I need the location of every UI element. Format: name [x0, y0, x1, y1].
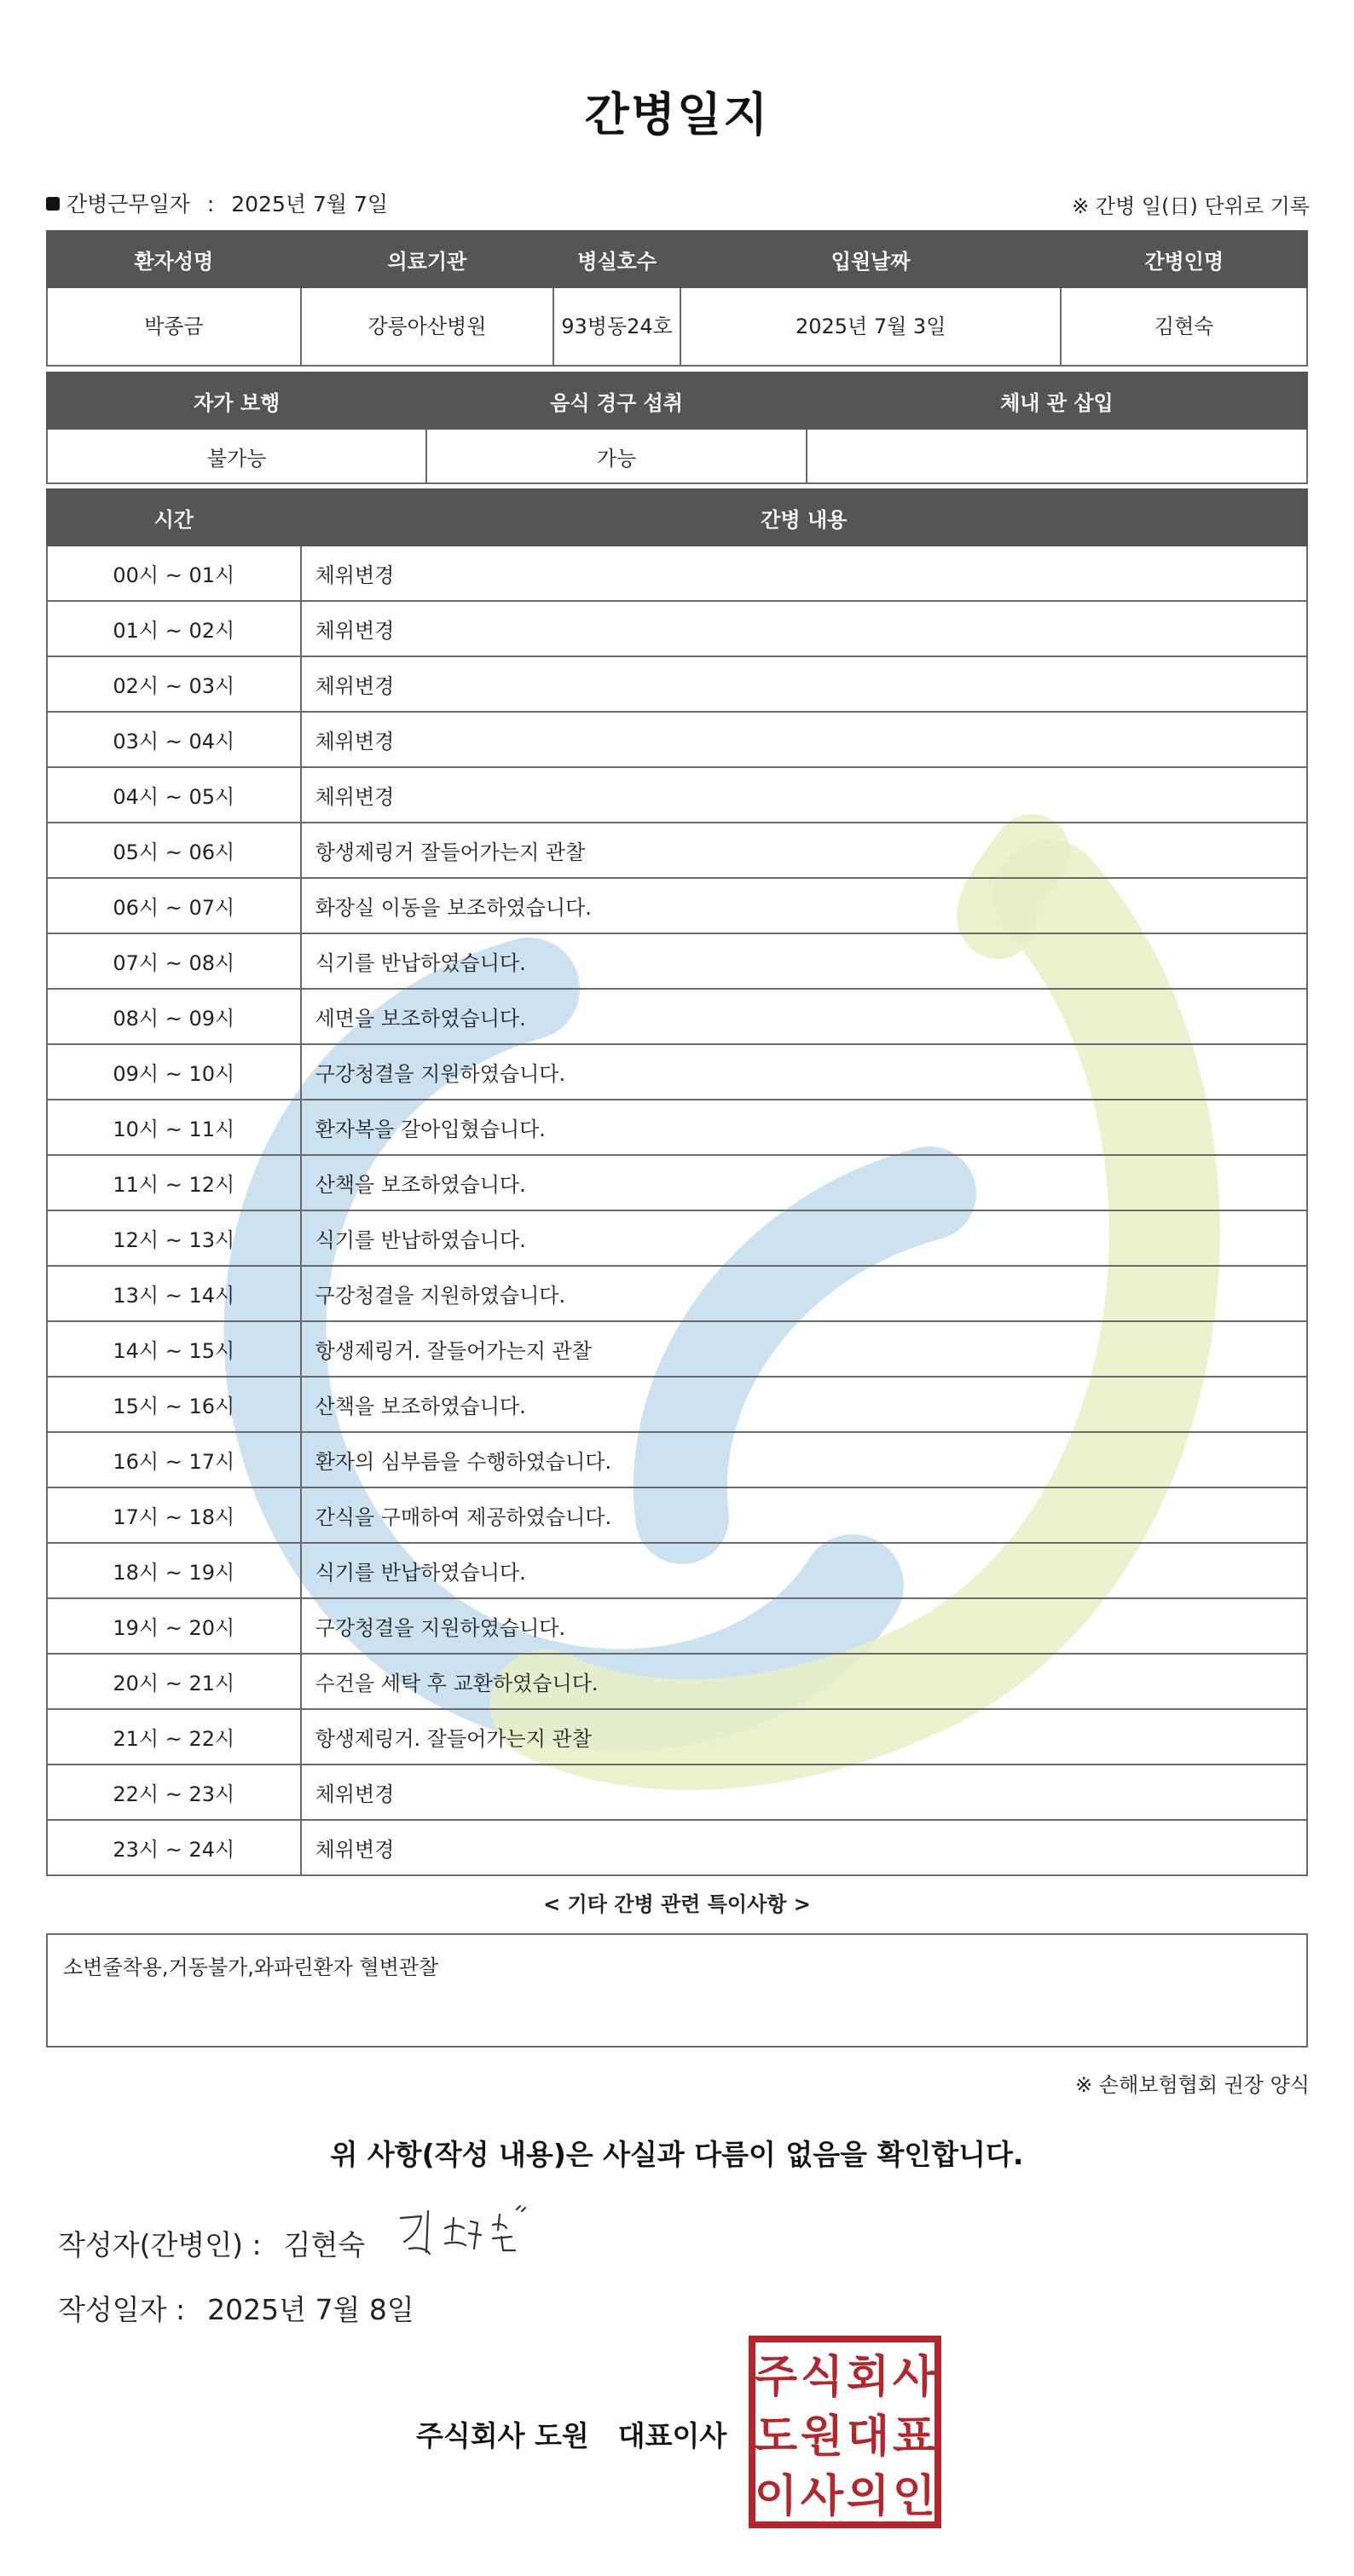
care-log-row: [47, 823, 1307, 878]
care-time-cell: 11시 ~ 12시: [47, 1155, 301, 1210]
care-content-cell: 체위변경: [301, 1765, 1307, 1820]
status-table-row: [47, 429, 1307, 483]
care-log-row: [47, 767, 1307, 823]
care-time-cell: 19시 ~ 20시: [47, 1598, 301, 1654]
handwritten-signature: [392, 2199, 546, 2267]
care-time-cell: 07시 ~ 08시: [47, 933, 301, 989]
care-log-table: [46, 488, 1308, 1876]
care-time-cell: 22시 ~ 23시: [47, 1765, 301, 1820]
care-log-row: [47, 1487, 1307, 1543]
page-title: 간병일지: [584, 88, 770, 142]
care-log-row: [47, 1044, 1307, 1100]
care-log-header: [47, 489, 1307, 546]
patient-table: [46, 230, 1308, 367]
care-log-row: [47, 1654, 1307, 1709]
care-time-cell: 18시 ~ 19시: [47, 1543, 301, 1598]
work-date: 간병근무일자 : 2025년 7월 7일: [46, 188, 388, 218]
status-table: [46, 372, 1308, 484]
header-time: 시간: [47, 489, 301, 546]
care-time-cell: 05시 ~ 06시: [47, 823, 301, 878]
care-time-cell: 14시 ~ 15시: [47, 1321, 301, 1377]
header-walking: 자가 보행: [47, 373, 426, 429]
header-hospital: 의료기관: [301, 231, 554, 287]
care-content-cell: 체위변경: [301, 546, 1307, 601]
care-log-row: [47, 1765, 1307, 1820]
care-time-cell: 17시 ~ 18시: [47, 1487, 301, 1543]
care-time-cell: 00시 ~ 01시: [47, 546, 301, 601]
care-content-cell: 환자복을 갈아입혔습니다.: [301, 1100, 1307, 1155]
care-log-row: [47, 1100, 1307, 1155]
care-time-cell: 20시 ~ 21시: [47, 1654, 301, 1709]
header-care-content: 간병 내용: [301, 489, 1307, 546]
seal-character: 표: [892, 2411, 936, 2463]
seal-character: 대: [846, 2411, 890, 2463]
writer-label: 작성자(간병인) :: [58, 2228, 262, 2261]
care-log-row: [47, 1377, 1307, 1432]
care-log-row: [47, 1598, 1307, 1654]
seal-character: 원: [800, 2411, 844, 2463]
care-log-row: [47, 546, 1307, 601]
care-content-cell: 세면을 보조하였습니다.: [301, 989, 1307, 1044]
care-content-cell: 구강청결을 지원하였습니다.: [301, 1044, 1307, 1100]
care-content-cell: 체위변경: [301, 1820, 1307, 1875]
walking-value: 불가능: [47, 429, 426, 483]
care-content-cell: 체위변경: [301, 767, 1307, 823]
header-room: 병실호수: [553, 231, 680, 287]
header-patient-name: 환자성명: [47, 231, 301, 287]
care-content-cell: 식기를 반납하였습니다.: [301, 933, 1307, 989]
seal-character: 인: [892, 2471, 936, 2522]
care-log-row: [47, 712, 1307, 767]
writer-line: [58, 2223, 365, 2263]
patient-table-header: [47, 231, 1307, 287]
care-log-row: [47, 1820, 1307, 1875]
care-time-cell: 10시 ~ 11시: [47, 1100, 301, 1155]
status-table-header: [47, 373, 1307, 429]
care-content-cell: 환자의 심부름을 수행하였습니다.: [301, 1432, 1307, 1487]
seal-character: 사: [892, 2352, 936, 2403]
work-date-value: 2025년 7월 7일: [231, 192, 389, 217]
representative-title: 대표이사: [617, 2419, 727, 2452]
care-time-cell: 09시 ~ 10시: [47, 1044, 301, 1100]
admission-date: 2025년 7월 3일: [680, 287, 1061, 366]
seal-character: 주: [754, 2352, 798, 2403]
care-content-cell: 체위변경: [301, 656, 1307, 712]
header-tube: 체내 관 삽입: [807, 373, 1307, 429]
seal-character: 회: [846, 2352, 890, 2403]
write-date-line: [58, 2288, 414, 2328]
care-time-cell: 23시 ~ 24시: [47, 1820, 301, 1875]
header-admission-date: 입원날짜: [680, 231, 1061, 287]
write-date-value: 2025년 7월 8일: [207, 2293, 414, 2326]
company-name: 주식회사 도원: [416, 2419, 589, 2452]
care-content-cell: 간식을 구매하여 제공하였습니다.: [301, 1487, 1307, 1543]
room-number: 93병동24호: [553, 287, 680, 366]
care-content-cell: 식기를 반납하였습니다.: [301, 1543, 1307, 1598]
seal-character: 도: [754, 2411, 798, 2463]
care-content-cell: 체위변경: [301, 601, 1307, 656]
header-oral-intake: 음식 경구 섭취: [426, 373, 806, 429]
writer-name: 김현숙: [283, 2228, 366, 2261]
care-time-cell: 13시 ~ 14시: [47, 1266, 301, 1321]
hospital-name: 강릉아산병원: [301, 287, 554, 366]
care-time-cell: 12시 ~ 13시: [47, 1210, 301, 1266]
form-source-note: ※ 손해보험협회 권장 양식: [1075, 2073, 1310, 2097]
special-notes-content: 소변줄착용,거동불가,와파린환자 혈변관찰: [63, 1955, 439, 1979]
care-content-cell: 구강청결을 지원하였습니다.: [301, 1598, 1307, 1654]
care-content-cell: 체위변경: [301, 712, 1307, 767]
care-log-row: [47, 1155, 1307, 1210]
care-log-row: [47, 989, 1307, 1044]
care-log-row: [47, 656, 1307, 712]
care-time-cell: 04시 ~ 05시: [47, 767, 301, 823]
care-time-cell: 15시 ~ 16시: [47, 1377, 301, 1432]
care-log-row: [47, 1210, 1307, 1266]
care-log-row: [47, 1543, 1307, 1598]
header-caregiver: 간병인명: [1061, 231, 1307, 287]
seal-character: 사: [800, 2471, 844, 2522]
care-log-row: [47, 1266, 1307, 1321]
record-note: ※ 간병 일(日) 단위로 기록: [1072, 194, 1310, 218]
company-line: [416, 2414, 726, 2454]
care-log-row: [47, 933, 1307, 989]
care-content-cell: 산책을 보조하였습니다.: [301, 1377, 1307, 1432]
care-time-cell: 03시 ~ 04시: [47, 712, 301, 767]
seal-character: 이: [754, 2471, 798, 2522]
oral-intake-value: 가능: [426, 429, 806, 483]
care-log-row: [47, 1432, 1307, 1487]
care-log-row: [47, 878, 1307, 933]
care-content-cell: 항생제링거. 잘들어가는지 관찰: [301, 1709, 1307, 1765]
care-content-cell: 식기를 반납하였습니다.: [301, 1210, 1307, 1266]
care-content-cell: 항생제링거. 잘들어가는지 관찰: [301, 1321, 1307, 1377]
seal-character: 의: [846, 2471, 890, 2522]
care-log-row: [47, 1709, 1307, 1765]
care-content-cell: 항생제링거 잘들어가는지 관찰: [301, 823, 1307, 878]
seal-character: 식: [800, 2352, 844, 2403]
care-time-cell: 01시 ~ 02시: [47, 601, 301, 656]
care-content-cell: 산책을 보조하였습니다.: [301, 1155, 1307, 1210]
special-notes-box: [46, 1933, 1308, 2048]
care-content-cell: 구강청결을 지원하였습니다.: [301, 1266, 1307, 1321]
patient-name: 박종금: [47, 287, 301, 366]
care-log-row: [47, 1321, 1307, 1377]
confirmation-statement: 위 사항(작성 내용)은 사실과 다름이 없음을 확인합니다.: [330, 2138, 1024, 2171]
care-content-cell: 화장실 이동을 보조하였습니다.: [301, 878, 1307, 933]
tube-value: [807, 429, 1307, 483]
caregiver-name: 김현숙: [1061, 287, 1307, 366]
write-date-label: 작성일자 :: [58, 2293, 186, 2326]
bullet-square-icon: [46, 197, 60, 211]
patient-table-row: [47, 287, 1307, 366]
special-notes-title: < 기타 간병 관련 특이사항 >: [543, 1892, 811, 1916]
care-time-cell: 02시 ~ 03시: [47, 656, 301, 712]
company-seal-stamp: [749, 2336, 941, 2528]
care-log-row: [47, 601, 1307, 656]
care-content-cell: 수건을 세탁 후 교환하였습니다.: [301, 1654, 1307, 1709]
care-time-cell: 21시 ~ 22시: [47, 1709, 301, 1765]
care-time-cell: 16시 ~ 17시: [47, 1432, 301, 1487]
care-time-cell: 06시 ~ 07시: [47, 878, 301, 933]
care-time-cell: 08시 ~ 09시: [47, 989, 301, 1044]
